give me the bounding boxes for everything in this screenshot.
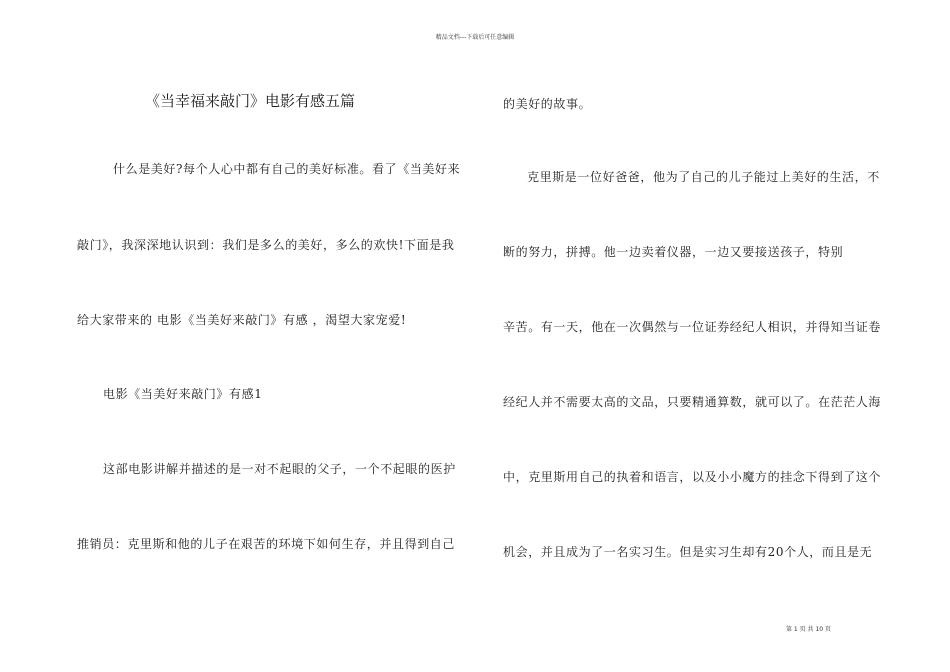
right-line-7: 机会，并且成为了一名实习生。但是实习生却有20个人，而且是无: [503, 545, 873, 559]
right-line-5: 经纪人并不需要太高的文品，只要精通算数，就可以了。在茫茫人海: [503, 395, 882, 409]
page-number: 第 1 页 共 10 页: [786, 626, 831, 633]
page-header: 精品文档---下载后可任意编辑: [435, 34, 515, 41]
left-line-6: 推销员：克里斯和他的儿子在艰苦的环境下如何生存，并且得到自己: [77, 537, 456, 551]
document-title: 《当幸福来敲门》电影有感五篇: [145, 92, 356, 110]
right-line-4: 辛苦。有一天，他在一次偶然与一位证券经纪人相识，并得知当证卷: [503, 320, 882, 334]
left-line-4: 电影《当美好来敲门》有感1: [103, 387, 263, 401]
right-line-6: 中，克里斯用自己的执着和语言，以及小小魔方的挂念下得到了这个: [503, 470, 882, 484]
right-line-2: 克里斯是一位好爸爸，他为了自己的儿子能过上美好的生活，不: [527, 170, 880, 184]
left-line-2: 敲门》，我深深地认识到：我们是多么的美好，多么的欢快!下面是我: [77, 238, 455, 252]
left-line-3: 给大家带来的 电影《当美好来敲门》有感 ，渴望大家宠爱!: [77, 313, 407, 327]
right-line-3: 断的努力，拼搏。他一边卖着仪器，一边又要接送孩子，特别: [503, 245, 844, 259]
left-line-1: 什么是美好?每个人心中都有自己的美好标准。看了《当美好来: [113, 162, 461, 176]
left-line-5: 这部电影讲解并描述的是一对不起眼的父子，一个不起眼的医护: [103, 462, 456, 476]
right-line-1: 的美好的故事。: [503, 97, 592, 111]
